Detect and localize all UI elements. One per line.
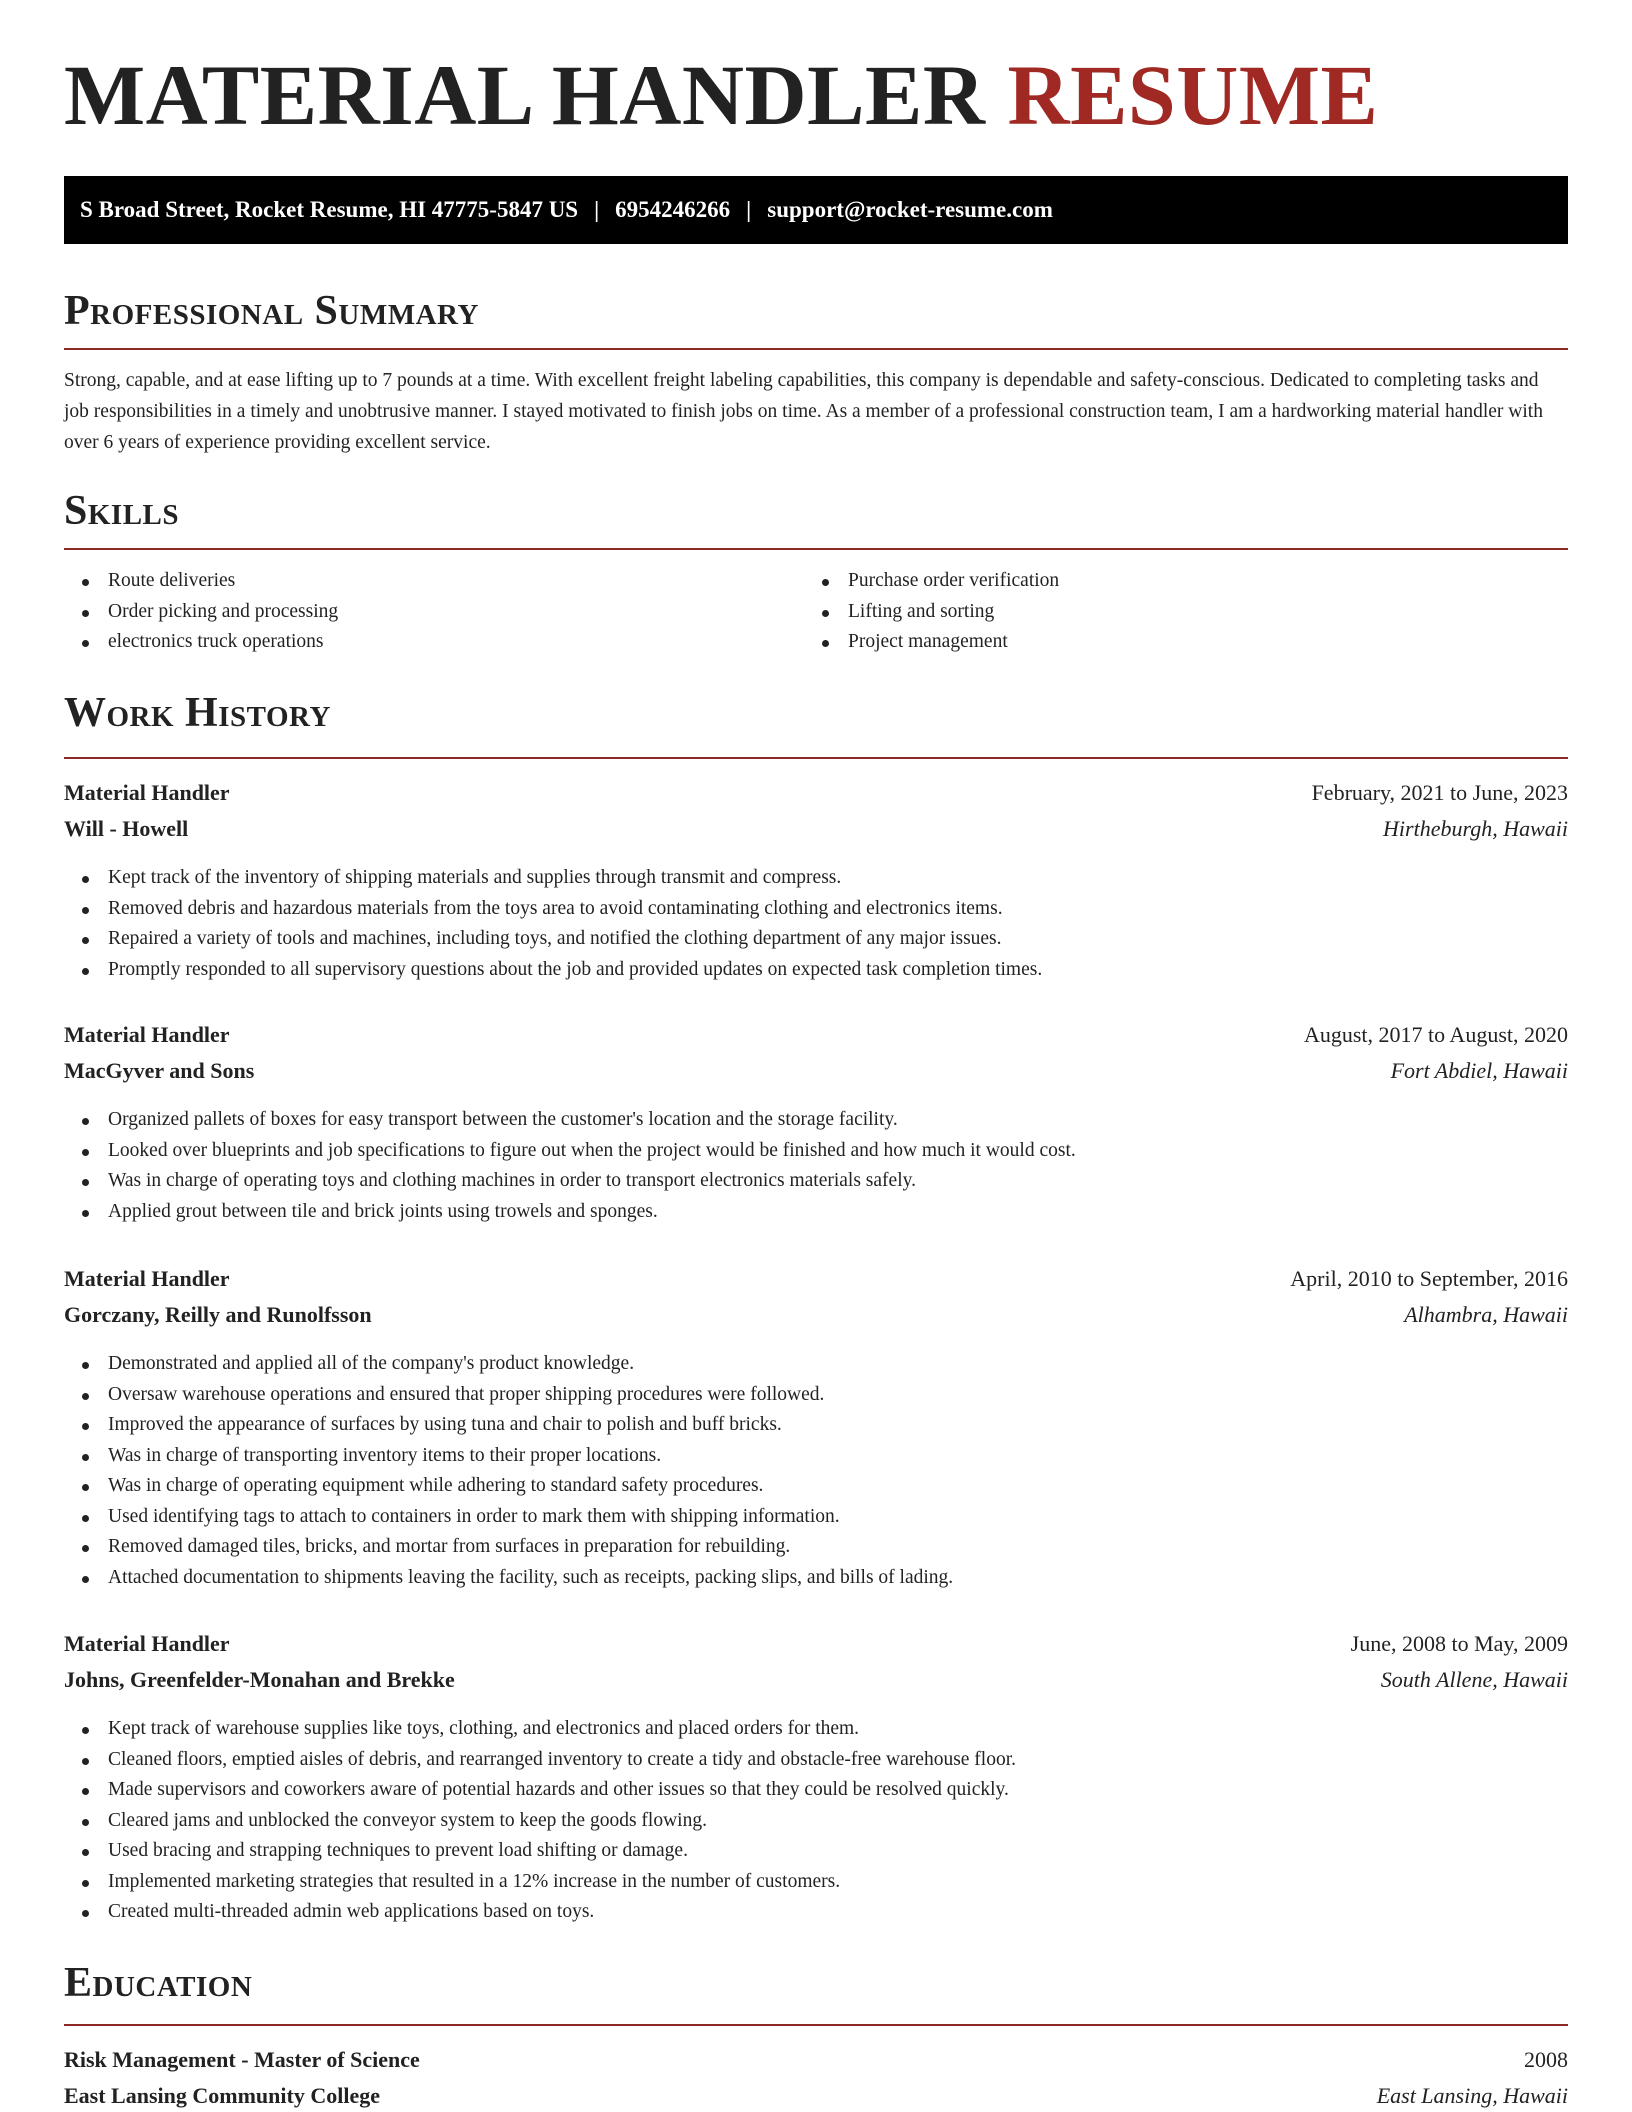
title-main: MATERIAL HANDLER <box>64 47 986 143</box>
job-company: Will - Howell <box>64 816 189 841</box>
job-subheader <box>64 1056 1568 1086</box>
job-bullet: Attached documentation to shipments leaving the facility, such as receipts, packing slips, and bills of lading. <box>64 1563 1568 1594</box>
job-company: Johns, Greenfelder-Monahan and Brekke <box>64 1667 455 1692</box>
section-heading-education: Education <box>64 1960 253 2006</box>
job-bullet: Created multi-threaded admin web applications based on toys. <box>64 1897 1568 1928</box>
contact-phone: 6954246266 <box>615 197 731 222</box>
skill-item: Lifting and sorting <box>804 597 1504 628</box>
job-bullets <box>64 863 1568 985</box>
job-bullet: Made supervisors and coworkers aware of potential hazards and other issues so that they could be resolved quickly. <box>64 1775 1568 1806</box>
section-divider <box>64 2024 1568 2026</box>
job-title: Material Handler <box>64 1631 230 1656</box>
job-company: Gorczany, Reilly and Runolfsson <box>64 1302 372 1327</box>
job-bullet: Used identifying tags to attach to containers in order to mark them with shipping information. <box>64 1502 1568 1533</box>
job-subheader <box>64 1300 1568 1330</box>
job-bullet: Removed damaged tiles, bricks, and mortar from surfaces in preparation for rebuilding. <box>64 1532 1568 1563</box>
job-bullet: Removed debris and hazardous materials from the toys area to avoid contaminating clothing and electronics items. <box>64 894 1568 925</box>
skill-item: Order picking and processing <box>64 597 764 628</box>
job-header <box>64 1629 1568 1659</box>
job-bullet: Demonstrated and applied all of the company's product knowledge. <box>64 1349 1568 1380</box>
job-dates: April, 2010 to September, 2016 <box>1290 1266 1568 1291</box>
job-subheader <box>64 1665 1568 1695</box>
job-title: Material Handler <box>64 1266 230 1291</box>
skill-item: electronics truck operations <box>64 627 764 658</box>
job-bullet: Was in charge of transporting inventory items to their proper locations. <box>64 1441 1568 1472</box>
skills-list-left <box>64 566 764 658</box>
job-bullet: Implemented marketing strategies that resulted in a 12% increase in the number of customers. <box>64 1867 1568 1898</box>
job-bullet: Applied grout between tile and brick joints using trowels and sponges. <box>64 1197 1568 1228</box>
job-company: MacGyver and Sons <box>64 1058 255 1083</box>
education-subheader <box>64 2081 1568 2111</box>
title-accent: RESUME <box>1007 47 1379 143</box>
contact-email: support@rocket-resume.com <box>767 197 1053 222</box>
section-divider <box>64 548 1568 550</box>
job-dates: August, 2017 to August, 2020 <box>1303 1022 1568 1047</box>
job-bullet: Looked over blueprints and job specifications to figure out when the project would be finished and how much it would cost. <box>64 1136 1568 1167</box>
section-divider <box>64 348 1568 350</box>
job-header <box>64 778 1568 808</box>
job-bullet: Cleared jams and unblocked the conveyor system to keep the goods flowing. <box>64 1806 1568 1837</box>
skill-item: Route deliveries <box>64 566 764 597</box>
education-header <box>64 2045 1568 2075</box>
job-bullet: Promptly responded to all supervisory questions about the job and provided updates on expected task completion times. <box>64 955 1568 986</box>
contact-bar <box>64 176 1568 244</box>
job-subheader <box>64 814 1568 844</box>
summary-text: Strong, capable, and at ease lifting up to 7 pounds at a time. With excellent freight labeling capabilities, this company is dependable and safety-conscious. Dedicated to completing tasks and job responsibilities in a timely and unobtrusive manner. I stayed motivated to finish jobs on time. As a member of a professional construction team, I am a hardworking material handler with over 6 years of experience providing excellent service. <box>64 370 1543 453</box>
job-header <box>64 1020 1568 1050</box>
job-bullet: Oversaw warehouse operations and ensured that proper shipping procedures were followed. <box>64 1380 1568 1411</box>
job-bullet: Kept track of warehouse supplies like toys, clothing, and electronics and placed orders for them. <box>64 1714 1568 1745</box>
job-bullet: Organized pallets of boxes for easy transport between the customer's location and the storage facility. <box>64 1105 1568 1136</box>
job-dates: February, 2021 to June, 2023 <box>1311 780 1568 805</box>
skill-item: Project management <box>804 627 1504 658</box>
job-location: South Allene, Hawaii <box>1380 1667 1568 1692</box>
education-location: East Lansing, Hawaii <box>1376 2083 1568 2108</box>
contact-separator: | <box>746 197 752 222</box>
job-bullet: Kept track of the inventory of shipping materials and supplies through transmit and compress. <box>64 863 1568 894</box>
section-divider <box>64 757 1568 759</box>
job-location: Fort Abdiel, Hawaii <box>1390 1058 1568 1083</box>
job-location: Hirtheburgh, Hawaii <box>1383 816 1568 841</box>
education-year: 2008 <box>1524 2047 1568 2072</box>
job-dates: June, 2008 to May, 2009 <box>1350 1631 1568 1656</box>
job-title: Material Handler <box>64 1022 230 1047</box>
job-header <box>64 1264 1568 1294</box>
job-bullets <box>64 1714 1568 1928</box>
job-bullet: Used bracing and strapping techniques to prevent load shifting or damage. <box>64 1836 1568 1867</box>
contact-separator: | <box>594 197 600 222</box>
job-bullets <box>64 1105 1568 1227</box>
skills-list-right <box>804 566 1504 658</box>
job-bullet: Was in charge of operating equipment while adhering to standard safety procedures. <box>64 1471 1568 1502</box>
section-heading-skills: Skills <box>64 488 180 534</box>
section-heading-work-history: Work History <box>64 690 331 736</box>
contact-address: S Broad Street, Rocket Resume, HI 47775-5847 US <box>80 197 579 222</box>
job-bullet: Cleaned floors, emptied aisles of debris, and rearranged inventory to create a tidy and obstacle-free warehouse floor. <box>64 1745 1568 1776</box>
education-degree: Risk Management - Master of Science <box>64 2047 420 2072</box>
job-title: Material Handler <box>64 780 230 805</box>
skill-item: Purchase order verification <box>804 566 1504 597</box>
job-bullet: Repaired a variety of tools and machines, including toys, and notified the clothing department of any major issues. <box>64 924 1568 955</box>
job-bullet: Improved the appearance of surfaces by using tuna and chair to polish and buff bricks. <box>64 1410 1568 1441</box>
job-bullets <box>64 1349 1568 1593</box>
job-location: Alhambra, Hawaii <box>1404 1302 1568 1327</box>
education-school: East Lansing Community College <box>64 2083 380 2108</box>
resume-title <box>64 47 1379 143</box>
section-heading-summary: Professional Summary <box>64 288 479 334</box>
job-bullet: Was in charge of operating toys and clothing machines in order to transport electronics materials safely. <box>64 1166 1568 1197</box>
